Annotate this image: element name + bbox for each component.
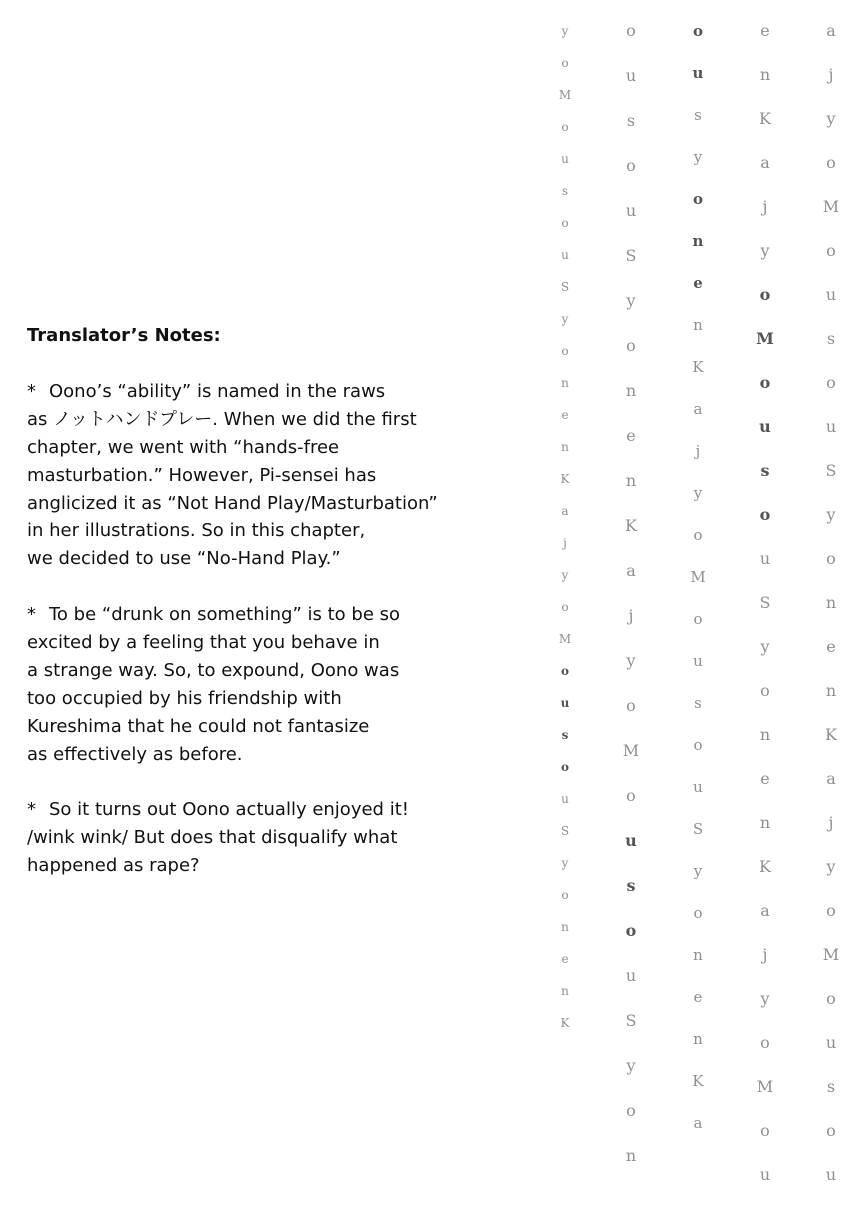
watermark-char: n [625,471,637,491]
watermark-column [683,0,713,1207]
watermark-char: o [759,285,771,305]
watermark-char: e [693,274,703,292]
watermark-char: n [693,316,703,334]
watermark-char: j [628,606,634,626]
watermark-char: K [759,109,771,129]
watermark-char: a [760,901,770,921]
watermark-char: o [561,599,569,614]
watermark-char: S [560,823,570,838]
watermark-char: n [693,1030,703,1048]
watermark-char: o [760,1033,770,1053]
watermark-char: y [561,23,569,38]
note-item [27,378,517,573]
watermark-char: y [760,637,770,657]
watermark-char: u [625,201,637,221]
note-line [27,601,517,629]
watermark-char: n [825,593,837,613]
watermark-char: y [826,857,836,877]
watermark-char: n [693,946,703,964]
watermark-char: a [561,503,569,518]
note-line: happened as rape? [27,855,200,877]
watermark-char: o [626,1101,636,1121]
watermark-char: e [760,21,770,41]
watermark-char: y [760,241,770,261]
watermark-char: o [625,921,637,941]
watermark-char: u [561,791,569,806]
watermark-char: K [560,471,570,486]
watermark-char: K [625,516,637,536]
watermark-char: M [822,197,840,217]
watermark-char: j [828,65,834,85]
watermark-char: y [561,855,569,870]
watermark-char: u [561,247,569,262]
watermark-char: y [693,484,703,502]
watermark-char: u [759,1165,771,1185]
watermark-char: n [561,439,569,454]
watermark-char: o [626,156,636,176]
watermark-char: K [692,358,704,376]
watermark-char: u [625,66,637,86]
watermark-char: n [692,232,704,250]
watermark-char: o [561,215,569,230]
watermark-char: o [826,1121,836,1141]
watermark-char: o [560,759,569,774]
note-item [27,601,517,768]
watermark-char: o [561,55,569,70]
watermark-char: s [694,106,702,124]
note-line [27,378,517,406]
watermark-char: e [561,951,569,966]
translator-notes [27,322,517,880]
watermark-char: M [690,568,706,586]
watermark-char: o [561,119,569,134]
watermark-char: y [760,989,770,1009]
watermark-column [816,0,846,1207]
watermark-column [750,0,780,1207]
watermark-char: n [625,381,637,401]
watermark-char: e [826,637,836,657]
note-bullet: * [27,604,36,626]
watermark-char: n [759,813,771,833]
watermark-char: e [760,769,770,789]
watermark-char: o [561,887,569,902]
watermark-char: j [762,197,768,217]
watermark-char: o [760,681,770,701]
watermark-char: n [825,681,837,701]
watermark-char: a [626,561,636,581]
watermark-char: y [693,148,703,166]
watermark-char: s [561,727,569,742]
watermark-char: n [561,919,569,934]
notes-heading: Translator’s Notes: [27,325,221,346]
watermark-char: u [759,417,771,437]
watermark-char: s [626,111,636,131]
note-line: we decided to use “No-Hand Play.” [27,548,341,570]
watermark-char: M [558,87,572,102]
watermark-char: o [693,610,703,628]
watermark-char: M [558,631,572,646]
watermark-char: K [825,725,837,745]
note-line: /wink wink/ But does that disqualify what [27,827,398,849]
watermark-char: S [560,279,570,294]
watermark-column [616,0,646,1207]
note-line: excited by a feeling that you behave in [27,632,380,654]
watermark-char: a [693,1114,703,1132]
watermark-char: s [826,329,836,349]
note-bullet: * [27,380,36,402]
watermark-char: e [561,407,569,422]
note-line: chapter, we went with “hands-free [27,436,340,458]
watermark-char: s [694,694,702,712]
watermark-char: K [560,1015,570,1030]
watermark-char: o [692,190,703,208]
note-line: as effectively as before. [27,743,243,765]
watermark-char: o [760,1121,770,1141]
watermark-char: u [692,64,704,82]
watermark-char: y [826,109,836,129]
note-bullet: * [27,799,36,821]
note-line-text: To be “drunk on something” is to be so [49,604,400,626]
watermark-char: n [625,1146,637,1166]
watermark-char: u [693,778,703,796]
note-line: a strange way. So, to expound, Oono was [27,659,400,681]
watermark-char: o [626,696,636,716]
watermark-char: n [561,983,569,998]
watermark-char: a [760,153,770,173]
watermark-char: o [560,663,569,678]
watermark-char: y [561,567,569,582]
watermark-char: u [825,417,837,437]
watermark-char: o [692,22,703,40]
watermark-char: j [828,813,834,833]
note-line: too occupied by his friendship with [27,687,342,709]
watermark-char: S [625,246,637,266]
watermark-char: S [825,461,837,481]
watermark-char: u [561,151,569,166]
watermark-char: n [759,725,771,745]
watermark-char: s [626,876,636,896]
watermark-char: o [826,549,836,569]
watermark-char: M [756,329,774,349]
watermark-char: u [560,695,570,710]
watermark-char: u [825,285,837,305]
watermark-char: y [693,862,703,880]
note-line: in her illustrations. So in this chapter, [27,520,366,542]
note-line: anglicized it as “Not Hand Play/Masturbation” [27,492,438,514]
watermark-char: n [759,65,771,85]
watermark-char: u [693,652,703,670]
watermark-char: u [825,1033,837,1053]
watermark-char: s [826,1077,836,1097]
watermark-char: a [826,769,836,789]
watermark-char: y [561,311,569,326]
watermark-char: e [626,426,636,446]
watermark-char: s [760,461,770,481]
watermark-char: o [826,373,836,393]
watermark-char: o [626,786,636,806]
watermark-char: M [756,1077,774,1097]
watermark-char: o [693,736,703,754]
watermark-char: o [826,989,836,1009]
watermark-char: y [626,1056,636,1076]
watermark-char: u [625,831,637,851]
watermark-char: o [693,904,703,922]
watermark-char: a [826,21,836,41]
watermark-char: o [626,336,636,356]
watermark-char: e [693,988,703,1006]
watermark-char: o [693,526,703,544]
watermark-char: K [692,1072,704,1090]
watermark-char: o [759,505,771,525]
vertical-watermark [540,0,850,1207]
note-item [27,796,517,880]
note-line: as ノットハンドプレー. When we did the first [27,408,417,430]
watermark-char: j [762,945,768,965]
watermark-char: o [826,241,836,261]
watermark-char: M [622,741,640,761]
watermark-char: S [692,820,704,838]
watermark-char: o [826,901,836,921]
watermark-char: n [561,375,569,390]
watermark-char: u [759,549,771,569]
note-line: Kureshima that he could not fantasize [27,715,370,737]
watermark-char: j [563,535,567,550]
watermark-char: M [822,945,840,965]
watermark-char: o [561,343,569,358]
watermark-char: S [625,1011,637,1031]
watermark-char: u [625,966,637,986]
note-line-text: So it turns out Oono actually enjoyed it! [49,799,409,821]
watermark-char: a [693,400,703,418]
watermark-char: s [561,183,569,198]
watermark-char: y [626,651,636,671]
watermark-char: y [826,505,836,525]
note-line [27,796,517,824]
watermark-char: y [626,291,636,311]
watermark-char: u [825,1165,837,1185]
watermark-char: S [759,593,771,613]
note-line-text: Oono’s “ability” is named in the raws [49,380,386,402]
watermark-char: o [826,153,836,173]
watermark-char: K [759,857,771,877]
watermark-char: o [626,21,636,41]
watermark-column [550,0,580,1207]
watermark-char: o [759,373,771,393]
watermark-char: j [695,442,701,460]
note-line: masturbation.” However, Pi-sensei has [27,464,377,486]
